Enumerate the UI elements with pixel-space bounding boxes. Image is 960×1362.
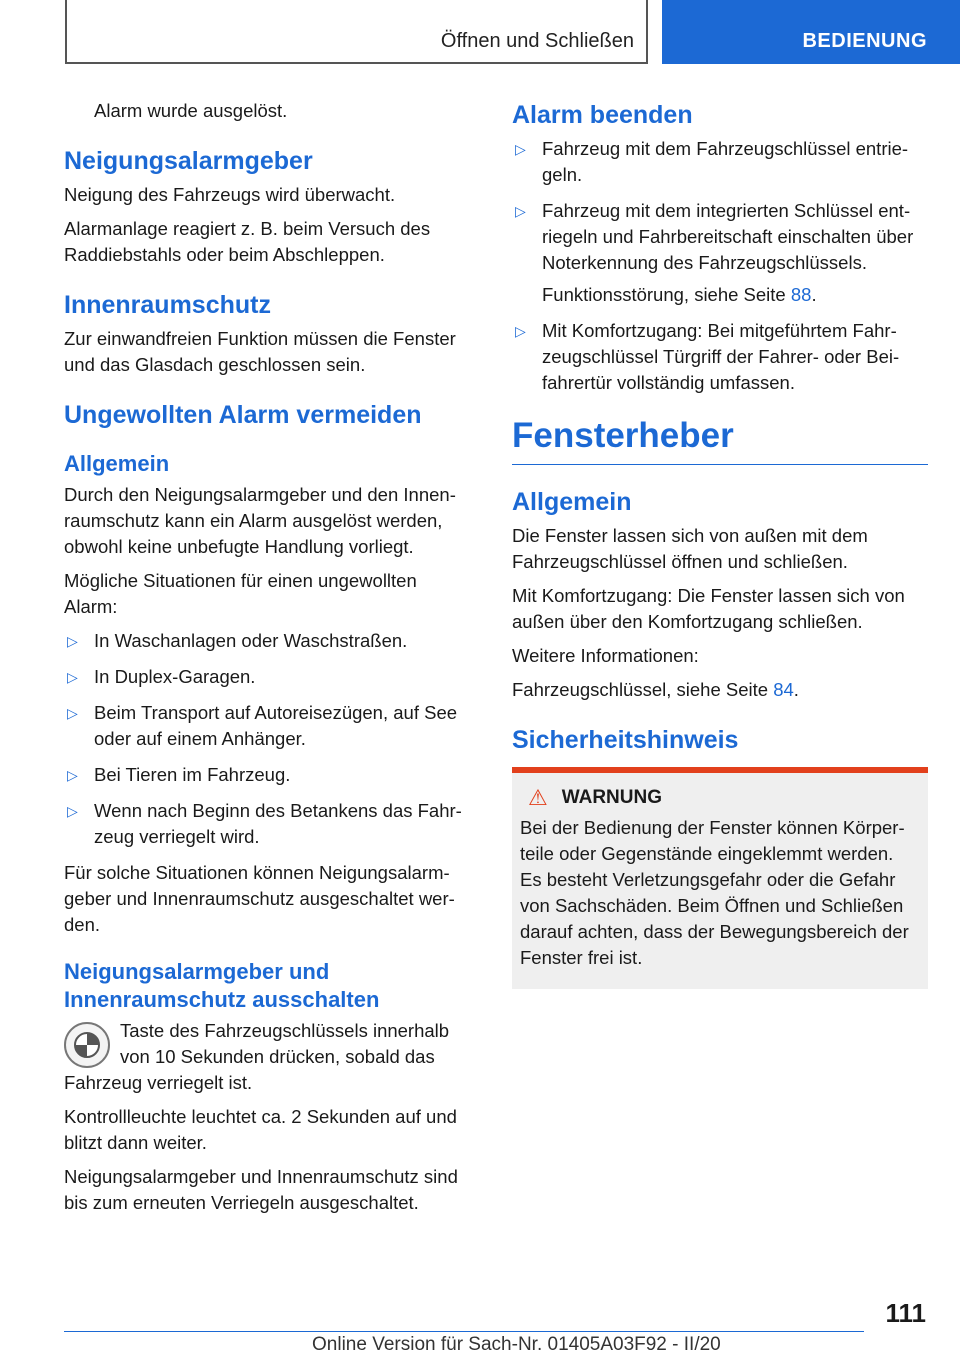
section-label: BEDIENUNG bbox=[802, 30, 927, 52]
list-item: ▷ Fahrzeug mit dem integrierten Schlüssel entriegeln und Fahrbereitschaft einschalten über Noterkennung des Fahrzeugschlüssels. Funktionsstörung, siehe Seite 88. bbox=[512, 198, 928, 308]
warning-header bbox=[520, 785, 920, 811]
page-link-84[interactable]: 84 bbox=[773, 679, 794, 700]
heading-ausschalten: Neigungsalarmgeber und Innenraumschutz ausschalten bbox=[64, 959, 380, 1012]
warning-box bbox=[512, 767, 928, 989]
heading-ungewollten-alarm: Ungewollten Alarm vermeiden bbox=[64, 401, 422, 429]
paragraph: Neigung des Fahrzeugs wird überwacht. bbox=[64, 184, 396, 205]
triangle-bullet-icon: ▷ bbox=[515, 323, 526, 339]
paragraph: Mit Komfortzugang: Die Fenster lassen sich von außen über den Komfortzugang schließen. bbox=[512, 585, 905, 632]
list-item: ▷ Beim Transport auf Autoreisezügen, auf See oder auf einem Anhänger. bbox=[67, 702, 458, 749]
page-link-88[interactable]: 88 bbox=[790, 284, 812, 305]
list-item: ▷ In Waschanlagen oder Waschstraßen. bbox=[64, 628, 474, 654]
triangle-bullet-icon: ▷ bbox=[67, 705, 78, 721]
paragraph: Zur einwandfreien Funktion müssen die Fenster und das Glasdach geschlossen sein. bbox=[64, 328, 456, 375]
warning-title: WARNUNG bbox=[561, 787, 663, 808]
footer-online-version: Online Version für Sach-Nr. 01405A03F92 - II/20 bbox=[312, 1334, 721, 1355]
heading-fensterheber: Fensterheber bbox=[512, 416, 928, 465]
heading-neigungsalarmgeber: Neigungsalarmgeber bbox=[64, 147, 313, 175]
heading-allgemein: Allgemein bbox=[512, 488, 632, 516]
header-section-box bbox=[662, 0, 960, 64]
page-number: 111 bbox=[885, 1298, 926, 1328]
heading-alarm-beenden: Alarm beenden bbox=[512, 101, 693, 129]
paragraph: Die Fenster lassen sich von außen mit dem Fahrzeugschlüssel öffnen und schließen. bbox=[512, 525, 868, 572]
list-item: ▷ Fahrzeug mit dem Fahrzeugschlüssel entriegeln. bbox=[515, 138, 909, 185]
heading-sicherheitshinweis: Sicherheitshinweis bbox=[512, 726, 739, 754]
paragraph: Für solche Situationen können Neigungsalarmgeber und Innenraumschutz ausgeschaltet werden. bbox=[64, 862, 455, 935]
header-chapter-box bbox=[65, 0, 648, 64]
list-item: ▷ Bei Tieren im Fahrzeug. bbox=[64, 762, 474, 788]
list-item: ▷ Mit Komfortzugang: Bei mitgeführtem Fahrzeugschlüssel Türgriff der Fahrer- oder Beifahrertür vollständig umfassen. bbox=[515, 320, 900, 393]
paragraph: Alarmanlage reagiert z. B. beim Versuch des Raddiebstahls oder beim Abschleppen. bbox=[64, 218, 431, 265]
triangle-bullet-icon: ▷ bbox=[67, 767, 78, 783]
intro-text: Alarm wurde ausgelöst. bbox=[94, 100, 288, 121]
cross-reference: Funktionsstörung, siehe Seite 88. bbox=[542, 284, 817, 305]
triangle-bullet-icon: ▷ bbox=[515, 203, 526, 219]
paragraph: Mögliche Situationen für einen ungewollten Alarm: bbox=[64, 570, 417, 617]
paragraph: Kontrollleuchte leuchtet ca. 2 Sekunden auf und blitzt dann weiter. bbox=[64, 1106, 457, 1153]
car-key-button-icon bbox=[64, 1022, 110, 1068]
paragraph: Taste des Fahrzeugschlüssels innerhalb von 10 Sekunden drücken, sobald das Fahrzeug verriegelt ist. bbox=[64, 1020, 450, 1093]
triangle-bullet-icon: ▷ bbox=[67, 633, 78, 649]
warning-triangle-icon: ⚠ bbox=[528, 785, 548, 810]
paragraph: Weitere Informationen: bbox=[512, 645, 699, 666]
footer-divider bbox=[64, 1331, 864, 1332]
triangle-bullet-icon: ▷ bbox=[515, 141, 526, 157]
right-column bbox=[512, 98, 928, 989]
heading-allgemein: Allgemein bbox=[64, 451, 170, 476]
chapter-title: Öffnen und Schließen bbox=[440, 30, 634, 52]
left-column bbox=[64, 98, 474, 1224]
triangle-bullet-icon: ▷ bbox=[67, 669, 78, 685]
paragraph: Neigungsalarmgeber und Innenraumschutz sind bis zum erneuten Verriegeln ausgeschaltet. bbox=[64, 1166, 458, 1213]
beenden-list bbox=[512, 136, 928, 396]
triangle-bullet-icon: ▷ bbox=[67, 803, 78, 819]
warning-text: Bei der Bedienung der Fenster können Körperteile oder Gegenstände eingeklemmt werden. Es besteht Verletzungsgefahr oder die Gefahr von Sachschäden. Beim Öffnen und Schließen darauf achten, dass der Bewegungsbereich der Fenster frei ist. bbox=[520, 817, 909, 968]
list-item: ▷ Wenn nach Beginn des Betankens das Fahrzeug verriegelt wird. bbox=[67, 800, 462, 847]
heading-innenraumschutz: Innenraumschutz bbox=[64, 291, 271, 319]
cross-reference: Fahrzeugschlüssel, siehe Seite 84. bbox=[512, 679, 799, 700]
situation-list bbox=[64, 628, 474, 850]
list-item: ▷ In Duplex-Garagen. bbox=[64, 664, 474, 690]
paragraph: Durch den Neigungsalarmgeber und den Innenraumschutz kann ein Alarm ausgelöst werden, obwohl keine unbefugte Handlung vorliegt. bbox=[64, 484, 456, 557]
